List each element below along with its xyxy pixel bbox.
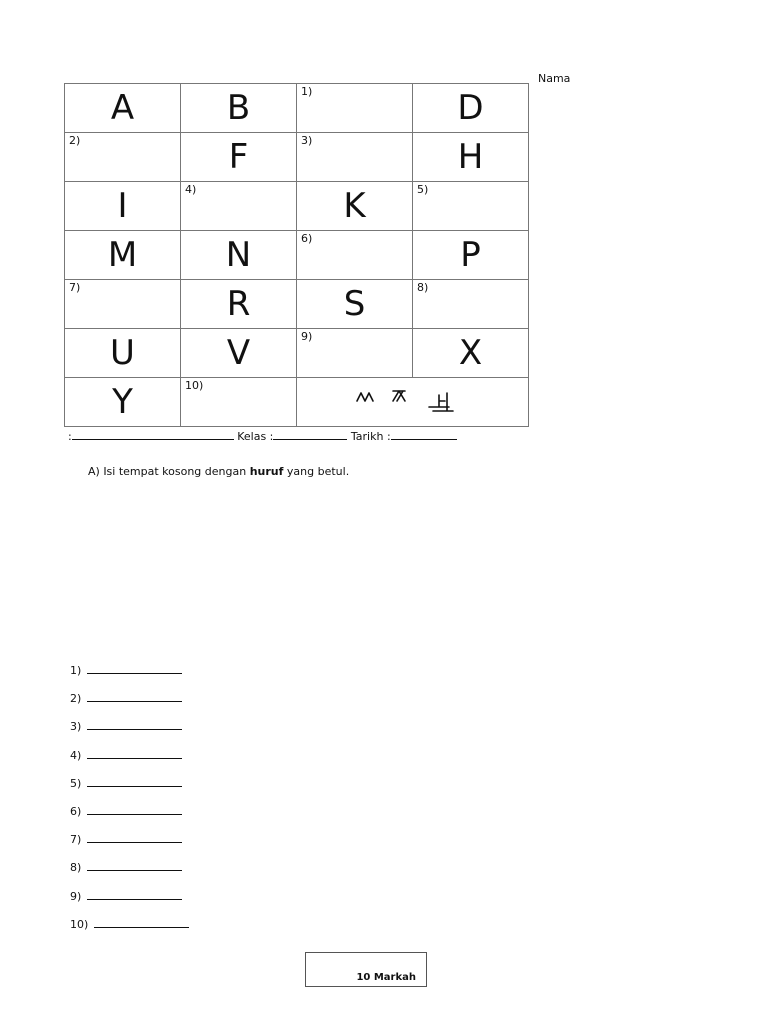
nama-blank[interactable]: [72, 429, 234, 440]
letter: R: [226, 284, 251, 324]
answer-blank[interactable]: [94, 918, 189, 928]
answer-row: [70, 664, 189, 692]
answer-blank[interactable]: [87, 861, 182, 871]
blank-number: 2): [69, 134, 81, 147]
answer-number: 4): [70, 748, 82, 762]
letter: X: [458, 333, 483, 373]
letter-cell: [181, 280, 297, 329]
letter: B: [226, 88, 251, 128]
blank-number: 6): [301, 232, 313, 245]
letter-cell: [181, 133, 297, 182]
answer-blank[interactable]: [87, 720, 182, 730]
answer-number: 8): [70, 861, 82, 875]
letter: D: [457, 88, 484, 128]
nama-label: Nama: [538, 72, 571, 85]
letter: F: [228, 137, 249, 177]
letter: A: [110, 88, 135, 128]
letter: V: [226, 333, 251, 373]
grid-row: [65, 84, 529, 133]
answer-blank[interactable]: [87, 805, 182, 815]
blank-cell[interactable]: [297, 329, 413, 378]
blank-cell[interactable]: [65, 133, 181, 182]
blank-cell[interactable]: [181, 378, 297, 427]
blank-number: 9): [301, 330, 313, 343]
instruction: [88, 465, 349, 478]
grid-row: [65, 231, 529, 280]
blank-number: 8): [417, 281, 429, 294]
letter: M: [107, 235, 138, 275]
kelas-blank[interactable]: [273, 429, 347, 440]
answer-number: 9): [70, 889, 82, 903]
answer-blank[interactable]: [87, 664, 182, 674]
kelas-label: Kelas :: [237, 430, 274, 443]
letter: H: [457, 137, 484, 177]
letter-cell: [65, 182, 181, 231]
grid-row: [65, 182, 529, 231]
doodle-cell: [297, 378, 529, 427]
answer-row: [70, 890, 189, 918]
answer-blank[interactable]: [87, 777, 182, 787]
letter-cell: [413, 84, 529, 133]
korean-doodle-icon: [353, 387, 473, 417]
answer-number: 1): [70, 664, 82, 677]
markah-label: 10 Markah: [356, 972, 416, 983]
letter-cell: [413, 329, 529, 378]
grid-row: [65, 133, 529, 182]
letter-cell: [297, 280, 413, 329]
blank-cell[interactable]: [413, 280, 529, 329]
letter: U: [110, 333, 135, 373]
letter-cell: [181, 329, 297, 378]
grid-row: [65, 378, 529, 427]
answer-row: [70, 777, 189, 805]
alphabet-grid: [64, 83, 529, 427]
letter-cell: [413, 133, 529, 182]
tarikh-blank[interactable]: [391, 429, 457, 440]
instruction-prefix: A) Isi tempat kosong dengan: [88, 465, 250, 478]
answer-blank[interactable]: [87, 749, 182, 759]
answer-blank[interactable]: [87, 890, 182, 900]
grid-row: [65, 280, 529, 329]
letter: N: [225, 235, 252, 275]
letter: K: [343, 186, 366, 226]
blank-number: 3): [301, 134, 313, 147]
blank-number: 4): [185, 183, 197, 196]
letter-cell: [65, 329, 181, 378]
letter-cell: [413, 231, 529, 280]
answer-row: [70, 805, 189, 833]
instruction-bold: huruf: [249, 465, 284, 478]
letter-cell: [181, 84, 297, 133]
blank-number: 1): [301, 85, 313, 98]
answer-blank[interactable]: [87, 692, 182, 702]
blank-cell[interactable]: [297, 133, 413, 182]
grid-row: [65, 329, 529, 378]
letter-cell: [65, 378, 181, 427]
blank-cell[interactable]: [297, 84, 413, 133]
letter-cell: [181, 231, 297, 280]
letter-cell: [297, 182, 413, 231]
answer-number: 5): [70, 776, 82, 790]
answer-list: [70, 664, 189, 946]
blank-cell[interactable]: [65, 280, 181, 329]
blank-cell[interactable]: [297, 231, 413, 280]
letter: I: [117, 186, 128, 226]
instruction-suffix: yang betul.: [283, 465, 350, 478]
student-info-line: [68, 429, 457, 443]
answer-row: [70, 692, 189, 720]
answer-number: 2): [70, 692, 82, 706]
blank-number: 10): [185, 379, 204, 392]
answer-number: 10): [70, 917, 89, 931]
letter-cell: [65, 231, 181, 280]
nama-colon: :: [68, 430, 72, 443]
tarikh-label: Tarikh :: [350, 430, 391, 443]
answer-number: 3): [70, 720, 82, 734]
answer-blank[interactable]: [87, 833, 182, 843]
answer-number: 7): [70, 833, 82, 847]
blank-cell[interactable]: [181, 182, 297, 231]
answer-row: [70, 749, 189, 777]
letter-cell: [65, 84, 181, 133]
blank-number: 7): [69, 281, 81, 294]
answer-number: 6): [70, 804, 82, 818]
letter: P: [460, 235, 481, 275]
answer-row: [70, 918, 189, 946]
answer-row: [70, 861, 189, 889]
blank-cell[interactable]: [413, 182, 529, 231]
answer-row: [70, 720, 189, 748]
blank-number: 5): [417, 183, 429, 196]
letter: Y: [112, 382, 133, 422]
answer-row: [70, 833, 189, 861]
letter: S: [343, 284, 366, 324]
markah-box: [305, 952, 427, 987]
